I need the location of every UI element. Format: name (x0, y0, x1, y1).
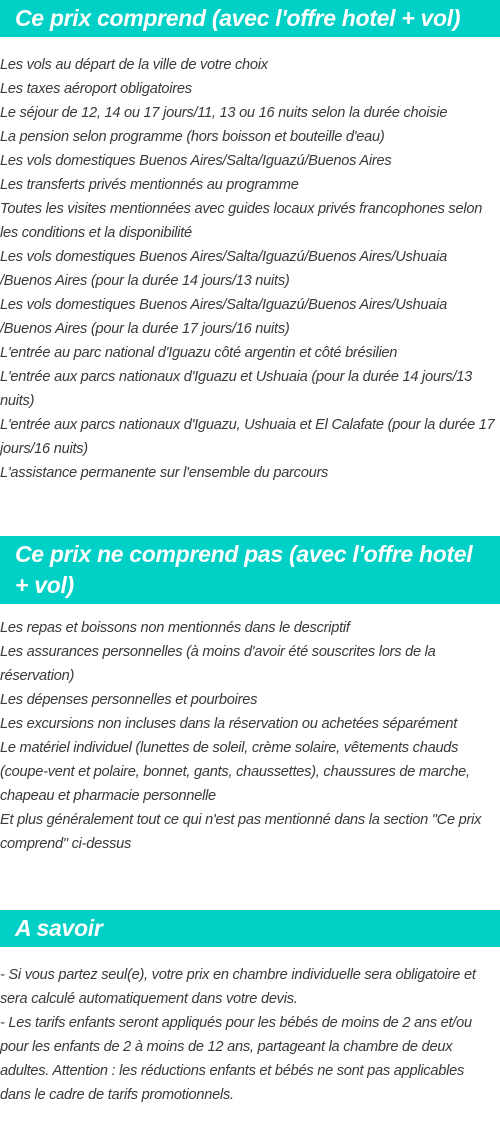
section-price-excludes (0, 536, 500, 856)
list-item: Les vols domestiques Buenos Aires/Salta/Iguazú/Buenos Aires/Ushuaia /Buenos Aires (pour la durée 14 jours/13 nuits) (0, 249, 448, 289)
list-item: Les vols domestiques Buenos Aires/Salta/Iguazú/Buenos Aires/Ushuaia /Buenos Aires (pour la durée 17 jours/16 nuits) (0, 297, 448, 337)
section-title: Ce prix ne comprend pas (avec l'offre hotel + vol) (0, 536, 500, 604)
list-item: Les taxes aéroport obligatoires (0, 81, 192, 97)
list-item: L'assistance permanente sur l'ensemble du parcours (0, 465, 329, 481)
includes-list (0, 53, 500, 485)
list-item: Le séjour de 12, 14 ou 17 jours/11, 13 ou 16 nuits selon la durée choisie (0, 105, 448, 121)
list-item: - Les tarifs enfants seront appliqués pour les bébés de moins de 2 ans et/ou pour les enfants de 2 à moins de 12 ans, partageant la chambre de deux adultes. Attention : les réductions enfants et bébés ne sont pas applicables dans le cadre de tarifs promotionnels. (0, 1015, 472, 1103)
list-item: La pension selon programme (hors boisson et bouteille d'eau) (0, 129, 385, 145)
list-item: - Si vous partez seul(e), votre prix en chambre individuelle sera obligatoire et sera calculé automatiquement dans votre devis. (0, 967, 476, 1007)
list-item: Le matériel individuel (lunettes de soleil, crème solaire, vêtements chauds (coupe-vent et polaire, bonnet, gants, chaussettes), chaussures de marche, chapeau et pharmacie personnelle (0, 740, 470, 804)
list-item: Les dépenses personnelles et pourboires (0, 692, 258, 708)
list-item: Les transferts privés mentionnés au programme (0, 177, 299, 193)
list-item: L'entrée aux parcs nationaux d'Iguazu, Ushuaia et El Calafate (pour la durée 17 jours/16 nuits) (0, 417, 495, 457)
list-item: Les assurances personnelles (à moins d'avoir été souscrites lors de la réservation) (0, 644, 436, 684)
section-good-to-know (0, 910, 500, 1107)
list-item: Toutes les visites mentionnées avec guides locaux privés francophones selon les conditions et la disponibilité (0, 201, 483, 241)
list-item: Les excursions non incluses dans la réservation ou achetées séparément (0, 716, 458, 732)
info-list (0, 963, 500, 1107)
section-title: Ce prix comprend (avec l'offre hotel + vol) (0, 0, 500, 37)
list-item: Les vols domestiques Buenos Aires/Salta/Iguazú/Buenos Aires (0, 153, 392, 169)
list-item: Les repas et boissons non mentionnés dans le descriptif (0, 620, 350, 636)
list-item: Et plus généralement tout ce qui n'est pas mentionné dans la section "Ce prix comprend" ci-dessus (0, 812, 482, 852)
section-title: A savoir (0, 910, 500, 947)
list-item: Les vols au départ de la ville de votre choix (0, 57, 268, 73)
excludes-list (0, 616, 500, 856)
section-price-includes (0, 0, 500, 485)
list-item: L'entrée au parc national d'Iguazu côté argentin et côté brésilien (0, 345, 398, 361)
list-item: L'entrée aux parcs nationaux d'Iguazu et Ushuaia (pour la durée 14 jours/13 nuits) (0, 369, 472, 409)
